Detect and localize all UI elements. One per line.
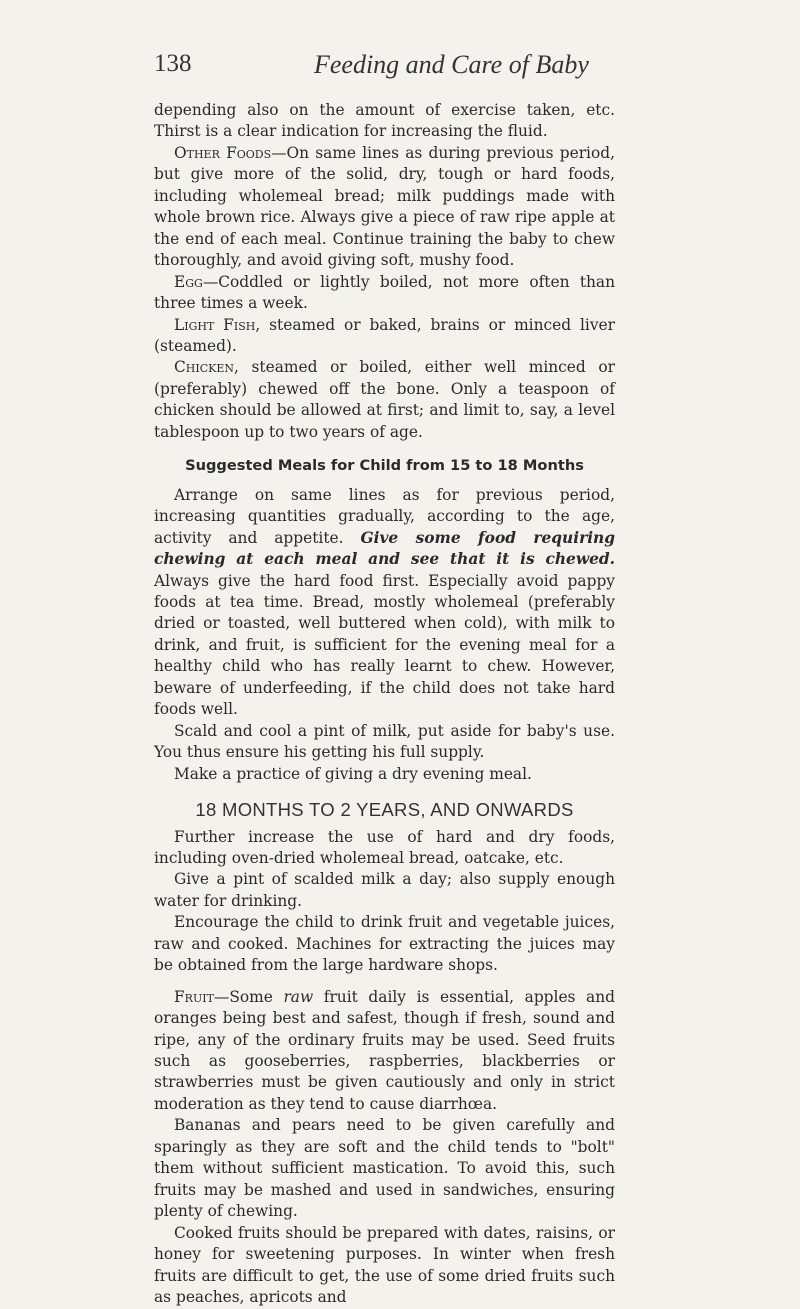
paragraph: Chicken, steamed or boiled, either well minced or (preferably) chewed off the bone. Only a teaspoon of chicken should be allowed at first; and limit to, say, a level tablespoon up to two years of age. bbox=[154, 358, 615, 441]
page-header bbox=[154, 50, 614, 90]
paragraph: Egg—Coddled or lightly boiled, not more often than three times a week. bbox=[154, 272, 615, 313]
run-in-label: Egg bbox=[174, 272, 203, 291]
emphasis: Give some food requiring chewing at each meal and see that it is chewed. bbox=[154, 528, 615, 569]
run-in-label: Chicken, bbox=[174, 358, 239, 377]
paragraph: Further increase the use of hard and dry foods, including oven-dried wholemeal bread, oatcake, etc. bbox=[154, 827, 615, 867]
paragraph: Scald and cool a pint of milk, put aside for baby's use. You thus ensure his getting his full supply. bbox=[154, 721, 615, 762]
paragraph: depending also on the amount of exercise taken, etc. Thirst is a clear indication for increasing the fluid. bbox=[154, 101, 615, 141]
page-number: 138 bbox=[154, 50, 192, 77]
paragraph: Cooked fruits should be prepared with dates, raisins, or honey for sweetening purposes. In winter when fresh fruits are difficult to get, the use of some dried fruits such as peaches, apricots and bbox=[154, 1223, 615, 1307]
emphasis: raw bbox=[283, 987, 314, 1006]
paragraph: Fruit—Some raw fruit daily is essential, apples and oranges being best and safest, though if fresh, sound and ripe, any of the ordinary fruits may be used. Seed fruits such as gooseberries, raspberries, blackberries or strawberries must be given cautiously and only in strict moderation as they tend to cause diarrhœa. bbox=[154, 987, 616, 1113]
paragraph: Other Foods—On same lines as during previous period, but give more of the solid, dry, tough or hard foods, including wholemeal bread; milk puddings made with whole brown rice. Always give a piece of raw ripe apple at the end of each meal. Continue training the baby to chew thoroughly, and avoid giving soft, mushy food. bbox=[154, 143, 615, 270]
section-heading: 18 MONTHS TO 2 YEARS, AND ONWARDS bbox=[195, 799, 574, 821]
paragraph: Arrange on same lines as for previous period, increasing quantities gradually, according to the age, activity and appetite. Give some food requiring chewing at each meal and see that it is chewed. Always give the hard food first. Especially avoid pappy foods at tea time. Bread, mostly wholemeal (preferably dried or toasted, well buttered when cold), with milk to drink, and fruit, is sufficient for the evening meal for a healthy child who has really learnt to chew. However, beware of underfeeding, if the child does not take hard foods well. bbox=[154, 485, 615, 719]
run-in-label: Other Foods bbox=[174, 143, 272, 162]
run-in-label: Fruit bbox=[174, 987, 214, 1006]
section-heading: Suggested Meals for Child from 15 to 18 Months bbox=[185, 457, 584, 475]
run-in-label: Light Fish, bbox=[174, 315, 261, 334]
spacer bbox=[154, 977, 615, 987]
paragraph: Light Fish, steamed or baked, brains or minced liver (steamed). bbox=[154, 315, 615, 355]
body-text bbox=[154, 100, 615, 1308]
paragraph: Make a practice of giving a dry evening meal. bbox=[174, 764, 532, 783]
paragraph: Bananas and pears need to be given carefully and sparingly as they are soft and the child tends to "bolt" them without sufficient mastication. To avoid this, such fruits may be mashed and used in sandwiches, ensuring plenty of chewing. bbox=[154, 1116, 615, 1221]
paragraph: Give a pint of scalded milk a day; also supply enough water for drinking. bbox=[154, 870, 615, 910]
paragraph: Encourage the child to drink fruit and vegetable juices, raw and cooked. Machines for extracting the juices may be obtained from the large hardware shops. bbox=[154, 913, 615, 975]
running-title: Feeding and Care of Baby bbox=[314, 50, 589, 79]
